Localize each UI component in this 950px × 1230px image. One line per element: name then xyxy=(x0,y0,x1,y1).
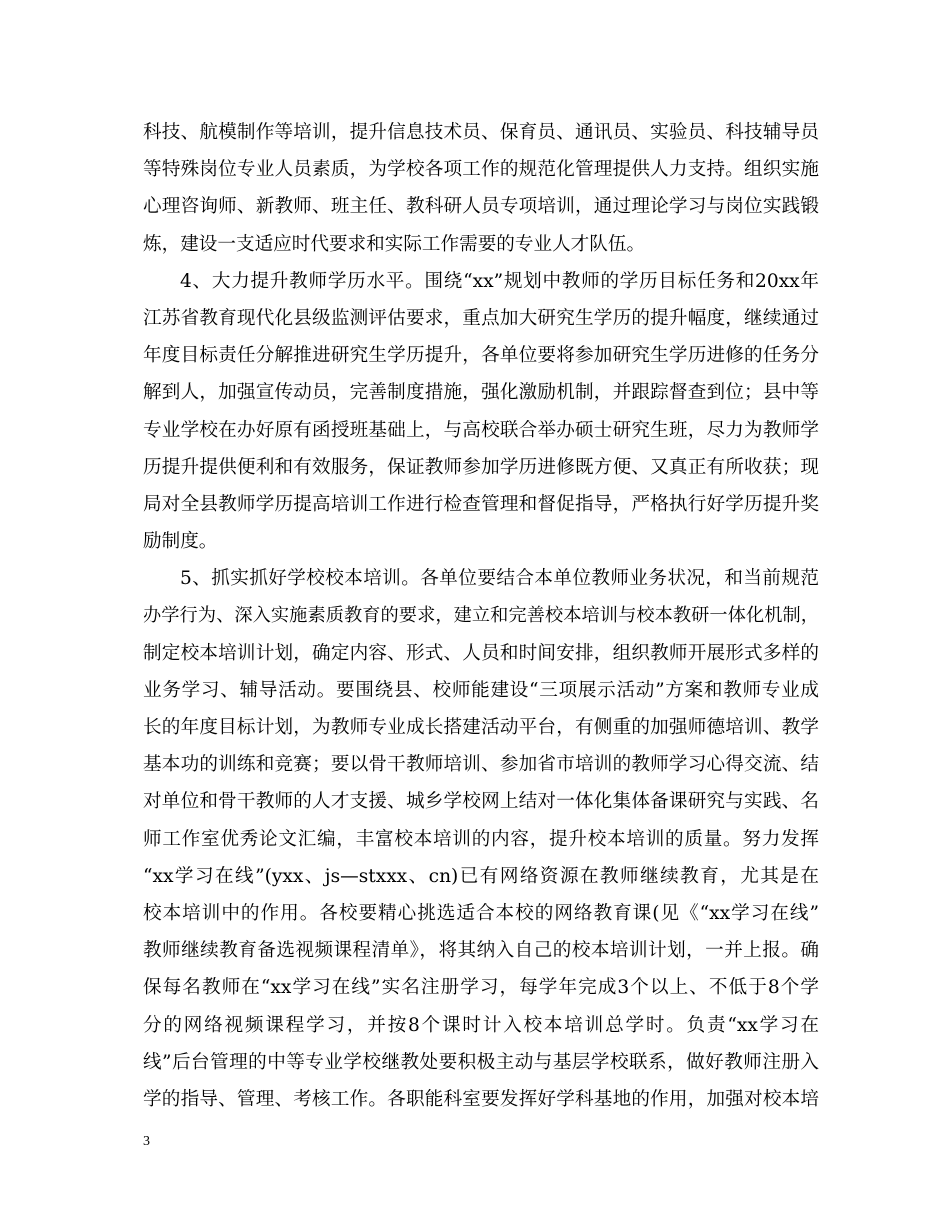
text-line: 专业学校在办好原有函授班基础上，与高校联合举办硕士研究生班，尽力为教师学 xyxy=(143,419,819,441)
text-line: 5、抓实抓好学校校本培训。各单位要结合本单位教师业务状况，和当前规范 xyxy=(180,568,819,590)
text-line: 保每名教师在“xx学习在线”实名注册学习，每学年完成3个以上、不低于8个学 xyxy=(143,977,819,999)
paragraph-2 xyxy=(143,263,819,561)
paragraph-1 xyxy=(143,114,819,263)
text-line: 解到人，加强宣传动员，完善制度措施，强化激励机制，并跟踪督查到位；县中等 xyxy=(143,382,819,404)
text-line: 校本培训中的作用。各校要精心挑选适合本校的网络教育课(见《“xx学习在线” xyxy=(143,902,819,924)
text-line: 科技、航模制作等培训，提升信息技术员、保育员、通讯员、实验员、科技辅导员 xyxy=(143,122,819,143)
page-number: 3 xyxy=(143,1134,150,1149)
text-line: 学的指导、管理、考核工作。各职能科室要发挥好学科基地的作用，加强对校本培 xyxy=(143,1088,819,1110)
document-body xyxy=(143,114,819,1118)
text-line: 分的网络视频课程学习，并按8个课时计入校本培训总学时。负责“xx学习在 xyxy=(143,1014,819,1036)
text-line: 励制度。 xyxy=(143,531,218,553)
text-line: 基本功的训练和竞赛；要以骨干教师培训、参加省市培训的教师学习心得交流、结 xyxy=(143,754,819,776)
text-line: 办学行为、深入实施素质教育的要求，建立和完善校本培训与校本教研一体化机制， xyxy=(143,605,819,627)
text-line: 江苏省教育现代化县级监测评估要求，重点加大研究生学历的提升幅度，继续通过 xyxy=(143,307,819,329)
text-line: 年度目标责任分解推进研究生学历提升，各单位要将参加研究生学历进修的任务分 xyxy=(143,345,819,367)
text-line: 长的年度目标计划，为教师专业成长搭建活动平台，有侧重的加强师德培训、教学 xyxy=(143,717,819,738)
text-line: 业务学习、辅导活动。要围绕县、校师能建设“三项展示活动”方案和教师专业成 xyxy=(143,679,819,701)
text-line: 师工作室优秀论文汇编，丰富校本培训的内容，提升校本培训的质量。努力发挥 xyxy=(143,828,819,850)
text-line: 炼，建设一支适应时代要求和实际工作需要的专业人才队伍。 xyxy=(143,233,646,255)
text-line: “xx学习在线”(yxx、js—stxxx、cn)已有网络资源在教师继续教育，尤其是在 xyxy=(143,865,819,887)
text-line: 4、大力提升教师学历水平。围绕“xx”规划中教师的学历目标任务和20xx年 xyxy=(180,270,819,292)
text-line: 对单位和骨干教师的人才支援、城乡学校网上结对一体化集体备课研究与实践、名 xyxy=(143,791,819,813)
text-line: 制定校本培训计划，确定内容、形式、人员和时间安排，组织教师开展形式多样的 xyxy=(143,642,819,664)
text-line: 线”后台管理的中等专业学校继教处要积极主动与基层学校联系，做好教师注册入 xyxy=(143,1051,819,1073)
paragraph-3 xyxy=(143,560,819,1118)
text-line: 教师继续教育备选视频课程清单》，将其纳入自己的校本培训计划，一并上报。确 xyxy=(143,940,819,962)
text-line: 历提升提供便利和有效服务，保证教师参加学历进修既方便、又真正有所收获；现 xyxy=(143,456,819,478)
text-line: 等特殊岗位专业人员素质，为学校各项工作的规范化管理提供人力支持。组织实施 xyxy=(143,159,819,181)
text-line: 心理咨询师、新教师、班主任、教科研人员专项培训，通过理论学习与岗位实践锻 xyxy=(143,196,819,218)
text-line: 局对全县教师学历提高培训工作进行检查管理和督促指导，严格执行好学历提升奖 xyxy=(143,493,819,515)
